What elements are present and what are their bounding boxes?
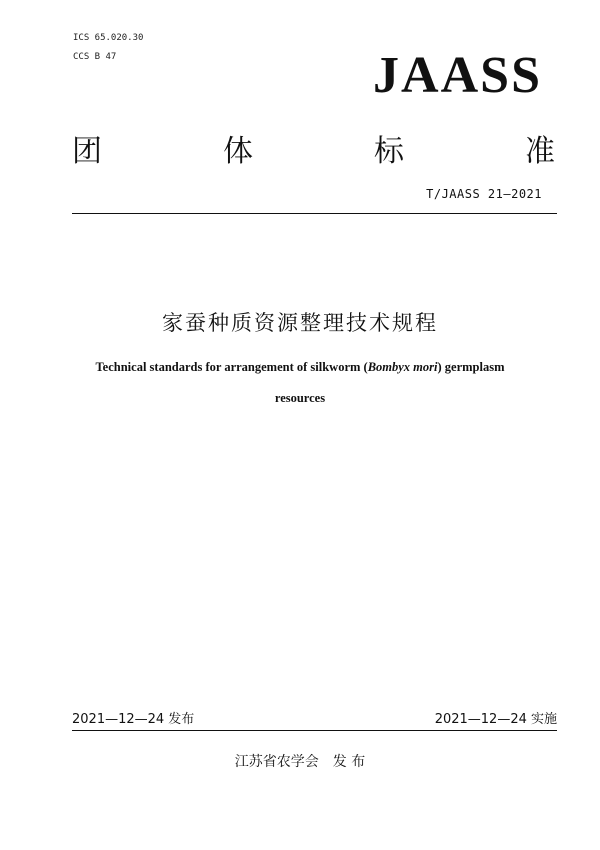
standard-type-heading <box>72 134 555 170</box>
publisher-action: 发 布 <box>332 754 366 770</box>
english-title-part: Technical standards for arrangement of silkworm ( <box>95 360 368 374</box>
standard-type-char: 标 <box>374 134 404 169</box>
issue-date: 2021—12—24 发布 <box>72 712 195 727</box>
english-title <box>50 352 550 414</box>
standard-type-char: 体 <box>223 134 253 169</box>
footer-divider <box>72 730 557 731</box>
english-title-line-2: resources <box>274 391 326 405</box>
english-title-line-1 <box>50 352 550 383</box>
ccs-code: CCS B 47 <box>73 52 117 62</box>
publisher-line <box>0 751 600 771</box>
header-divider <box>72 213 557 214</box>
effective-date: 2021—12—24 实施 <box>434 712 557 727</box>
classification-codes <box>73 29 143 67</box>
jaass-logo-text: JAASS <box>373 47 542 104</box>
standard-type-char: 团 <box>72 134 102 169</box>
chinese-title: 家蚕种质资源整理技术规程 <box>162 311 438 335</box>
ics-code: ICS 65.020.30 <box>73 33 144 43</box>
standard-type-char: 准 <box>525 134 555 169</box>
scientific-name: Bombyx mori <box>367 360 438 374</box>
standard-number: T/JAASS 21—2021 <box>426 187 542 201</box>
publisher-organization: 江苏省农学会 <box>234 754 319 770</box>
english-title-part: ) germplasm <box>437 360 505 374</box>
